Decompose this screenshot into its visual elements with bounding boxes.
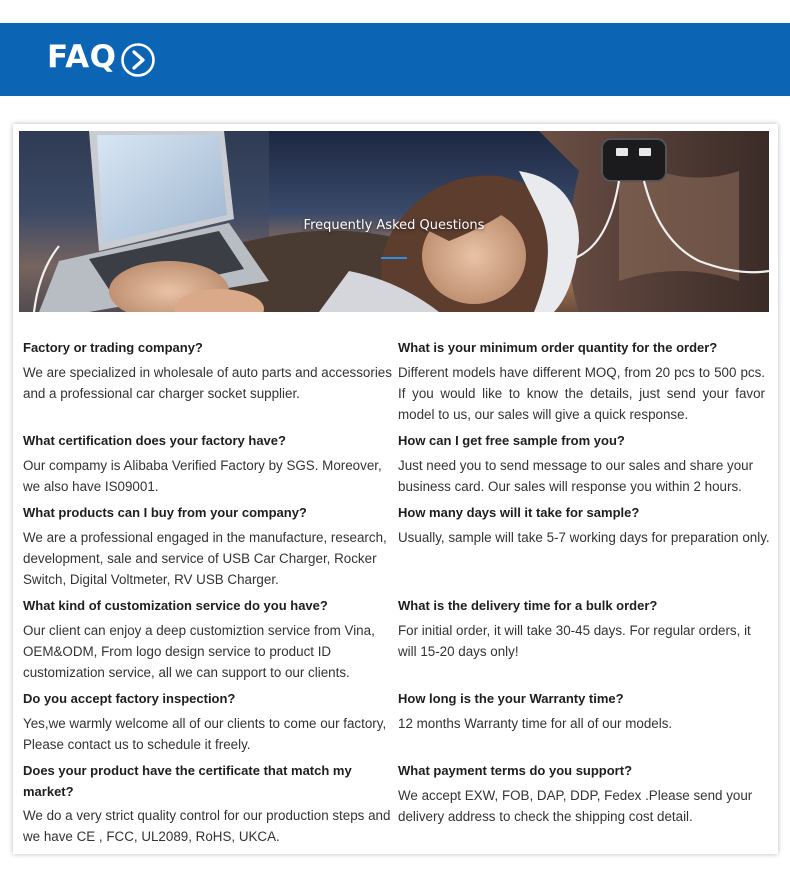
faq-question: What is the delivery time for a bulk order? [398,598,658,613]
faq-banner [0,23,790,96]
faq-answer: 12 months Warranty time for all of our models. [398,716,673,731]
faq-question: Do you accept factory inspection? [23,691,236,706]
faq-answer: We accept EXW, FOB, DAP, DDP, Fedex .Please send your delivery address to check the shipping cost detail. [398,788,753,824]
faq-question: What is your minimum order quantity for the order? [398,340,718,355]
faq-answer: We do a very strict quality control for our production steps and we have CE , FCC, UL2089, RoHS, UKCA. [23,808,391,844]
faq-question: What payment terms do you support? [398,763,633,778]
faq-question: How can I get free sample from you? [398,433,625,448]
circle-chevron-right-icon [120,42,156,78]
faq-card [13,124,778,854]
faq-question: Factory or trading company? [23,340,203,355]
faq-answer: Our compamy is Alibaba Verified Factory by SGS. Moreover, we also have IS09001. [23,458,382,494]
faq-answer: Usually, sample will take 5-7 working days for preparation only. [398,530,770,545]
faq-answer: Our client can enjoy a deep customiztion service from Vina, OEM&ODM, From logo design service to product ID customization service, all we can support to our clients. [23,623,375,680]
faq-answer: We are a professional engaged in the manufacture, research, development, sale and service of USB Car Charger, Rocker Switch, Digital Voltmeter, RV USB Charger. [23,530,387,587]
faq-answer: We are specialized in wholesale of auto parts and accessories and a professional car charger socket supplier. [23,365,392,401]
hero-image [19,131,769,312]
faq-answer: Yes,we warmly welcome all of our clients to come our factory, Please contact us to schedule it freely. [23,716,387,752]
faq-question: Does your product have the certificate that match my market? [23,763,352,799]
faq-question: What certification does your factory have? [23,433,286,448]
faq-question: How long is the your Warranty time? [398,691,624,706]
faq-answer: For initial order, it will take 30-45 days. For regular orders, it will 15-20 days only! [398,623,751,659]
caption-underline [381,257,407,259]
faq-question: What kind of customization service do you have? [23,598,328,613]
banner-title: FAQ [47,39,117,75]
faq-question: What products can I buy from your company? [23,505,307,520]
faq-question: How many days will it take for sample? [398,505,640,520]
hero-caption: Frequently Asked Questions [303,218,485,233]
faq-answer: Different models have different MOQ, from 20 pcs to 500 pcs. If you would like to know the details, just send your favor model to us, our sales will give a quick response. [398,365,765,422]
faq-answer: Just need you to send message to our sales and share your business card. Our sales will response you within 2 hours. [398,458,754,494]
